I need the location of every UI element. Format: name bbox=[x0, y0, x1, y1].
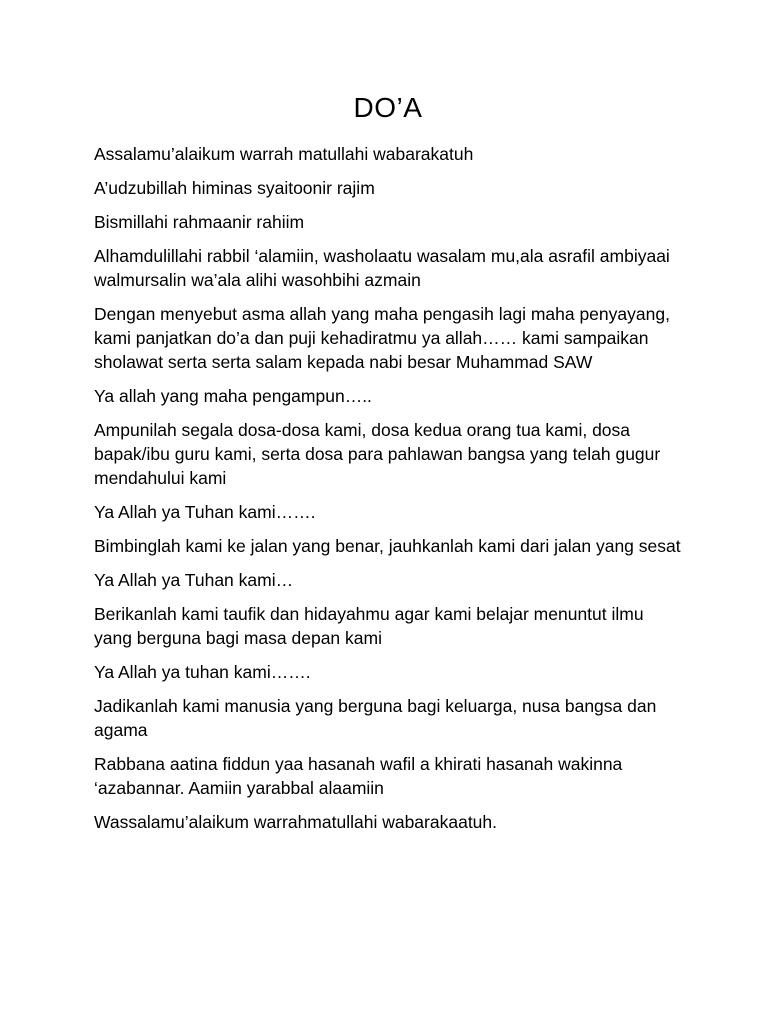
paragraph-invocation-1: Ya allah yang maha pengampun….. bbox=[94, 386, 372, 406]
paragraph-invocation-2: Ya Allah ya Tuhan kami……. bbox=[94, 502, 316, 522]
paragraph-greeting: Assalamu’alaikum warrah matullahi wabarakatuh bbox=[94, 144, 474, 164]
paragraph-closing: Wassalamu’alaikum warrahmatullahi wabarakaatuh. bbox=[94, 812, 498, 832]
paragraph-knowledge: Berikanlah kami taufik dan hidayahmu agar kami belajar menuntut ilmu yang berguna bagi masa depan kami bbox=[94, 604, 644, 648]
paragraph-usefulness: Jadikanlah kami manusia yang berguna bagi keluarga, nusa bangsa dan agama bbox=[94, 696, 657, 740]
paragraph-forgiveness: Ampunilah segala dosa-dosa kami, dosa kedua orang tua kami, dosa bapak/ibu guru kami, serta dosa para pahlawan bangsa yang telah gugur mendahului kami bbox=[94, 420, 661, 488]
paragraph-guidance: Bimbinglah kami ke jalan yang benar, jauhkanlah kami dari jalan yang sesat bbox=[94, 536, 681, 556]
paragraph-opening-prayer: Dengan menyebut asma allah yang maha pengasih lagi maha penyayang, kami panjatkan do’a dan puji kehadiratmu ya allah…… kami sampaikan sholawat serta serta salam kepada nabi besar Muhammad SAW bbox=[94, 304, 670, 372]
paragraph-hamdalah: Alhamdulillahi rabbil ‘alamiin, washolaatu wasalam mu,ala asrafil ambiyaai walmursalin wa’ala alihi wasohbihi azmain bbox=[94, 246, 670, 290]
document-title: DO’A bbox=[353, 92, 423, 123]
paragraph-rabbana: Rabbana aatina fiddun yaa hasanah wafil a khirati hasanah wakinna ‘azabannar. Aamiin yarabbal alaamiin bbox=[94, 754, 623, 798]
paragraph-invocation-4: Ya Allah ya tuhan kami……. bbox=[94, 662, 311, 682]
paragraph-invocation-3: Ya Allah ya Tuhan kami… bbox=[94, 570, 294, 590]
paragraph-taawudz: A’udzubillah himinas syaitoonir rajim bbox=[94, 178, 375, 198]
paragraph-basmalah: Bismillahi rahmaanir rahiim bbox=[94, 212, 305, 232]
